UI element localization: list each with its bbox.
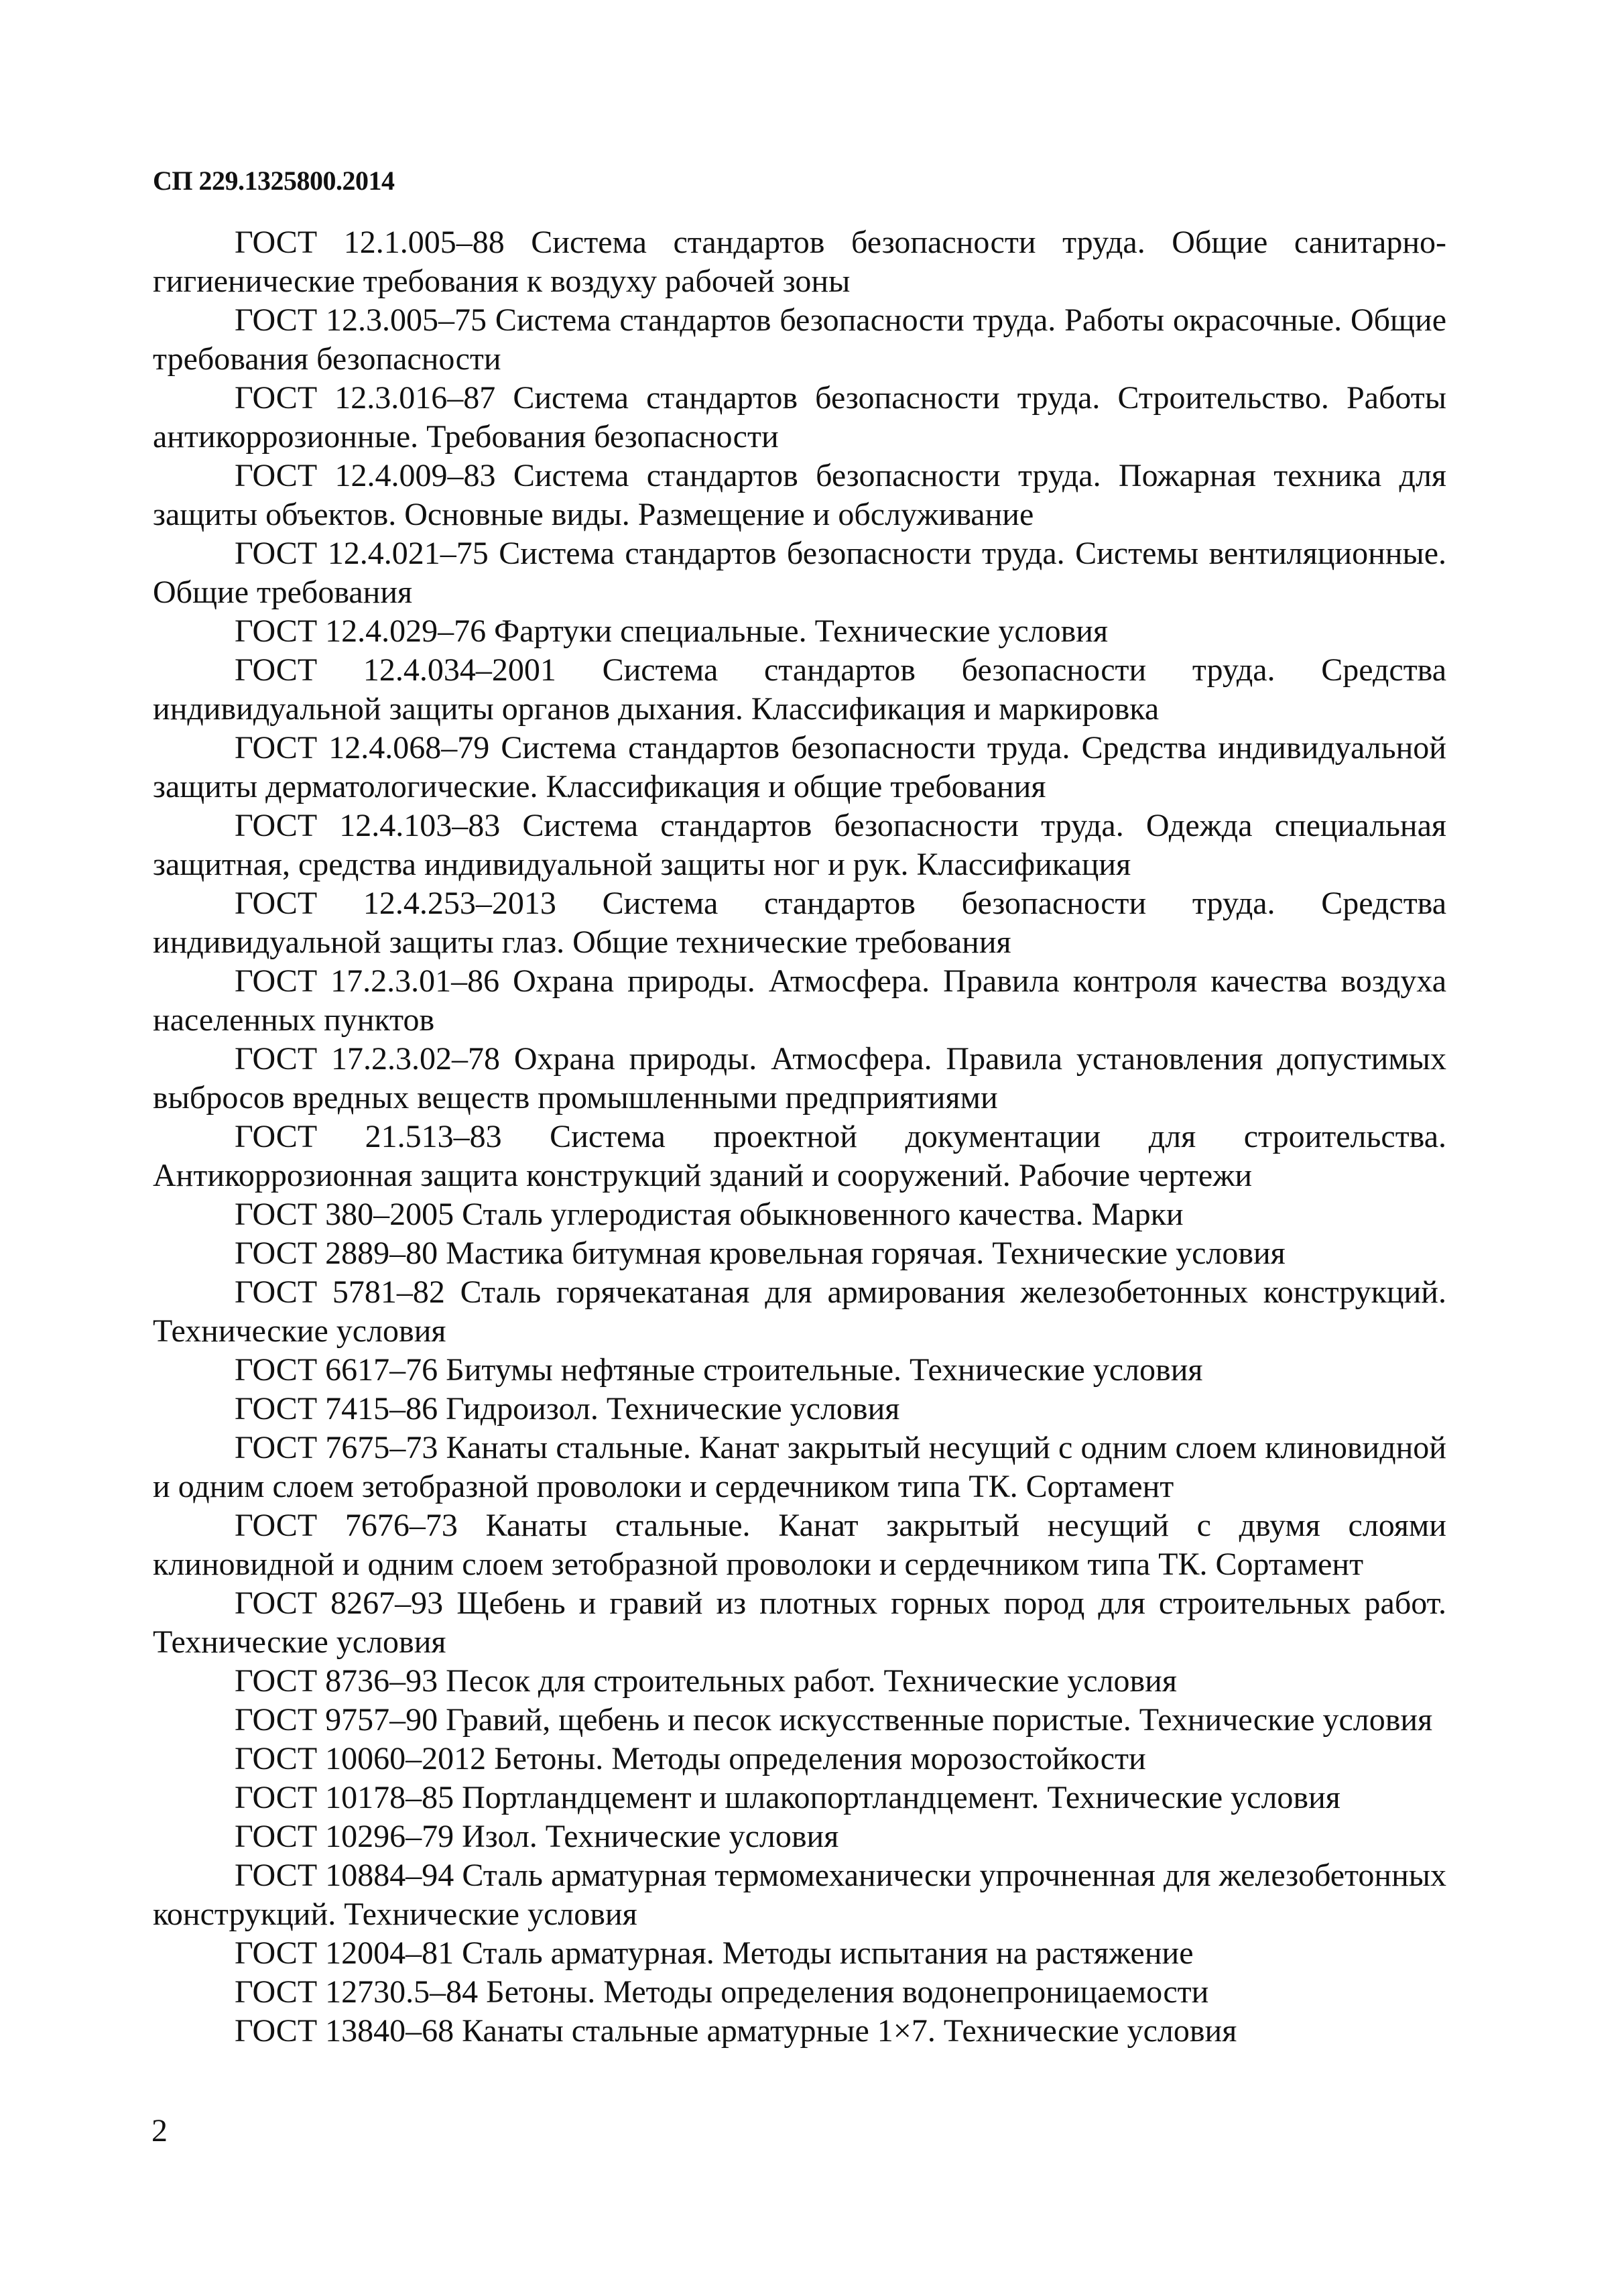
reference-entry: ГОСТ 12.4.009–83 Система стандартов безопасности труда. Пожарная техника для защиты объектов. Основные виды. Размещение и обслуживание (153, 458, 1446, 532)
reference-entry: ГОСТ 12004–81 Сталь арматурная. Методы испытания на растяжение (235, 1935, 1194, 1971)
reference-entry: ГОСТ 9757–90 Гравий, щебень и песок искусственные пористые. Технические условия (235, 1702, 1433, 1738)
reference-entry: ГОСТ 12.4.029–76 Фартуки специальные. Технические условия (235, 613, 1109, 649)
reference-entry: ГОСТ 12.4.253–2013 Система стандартов безопасности труда. Средства индивидуальной защиты глаз. Общие технические требования (153, 886, 1446, 960)
reference-entry: ГОСТ 17.2.3.02–78 Охрана природы. Атмосфера. Правила установления допустимых выбросов вредных веществ промышленными предприятиями (153, 1041, 1446, 1115)
reference-entry: ГОСТ 12.4.034–2001 Система стандартов безопасности труда. Средства индивидуальной защиты органов дыхания. Классификация и маркировка (153, 652, 1446, 727)
reference-entry: ГОСТ 10296–79 Изол. Технические условия (235, 1819, 839, 1854)
normative-references-list (153, 223, 1446, 2051)
page-number: 2 (151, 2113, 168, 2149)
reference-entry: ГОСТ 2889–80 Мастика битумная кровельная горячая. Технические условия (235, 1235, 1286, 1271)
reference-entry: ГОСТ 7415–86 Гидроизол. Технические условия (235, 1391, 900, 1427)
reference-entry: ГОСТ 12.4.103–83 Система стандартов безопасности труда. Одежда специальная защитная, средства индивидуальной защиты ног и рук. Классификация (153, 808, 1446, 882)
reference-entry: ГОСТ 8267–93 Щебень и гравий из плотных горных пород для строительных работ. Технические условия (153, 1585, 1446, 1660)
reference-entry: ГОСТ 13840–68 Канаты стальные арматурные 1×7. Технические условия (235, 2013, 1237, 2049)
reference-entry: ГОСТ 12.3.016–87 Система стандартов безопасности труда. Строительство. Работы антикоррозионные. Требования безопасности (153, 380, 1446, 455)
reference-entry: ГОСТ 12.1.005–88 Система стандартов безопасности труда. Общие санитарно-гигиенические требования к воздуху рабочей зоны (153, 225, 1446, 299)
document-code-header: СП 229.1325800.2014 (153, 166, 395, 196)
reference-entry: ГОСТ 21.513–83 Система проектной документации для строительства. Антикоррозионная защита конструкций зданий и сооружений. Рабочие чертежи (153, 1119, 1446, 1193)
reference-entry: ГОСТ 380–2005 Сталь углеродистая обыкновенного качества. Марки (235, 1197, 1184, 1232)
reference-entry: ГОСТ 12730.5–84 Бетоны. Методы определения водонепроницаемости (235, 1974, 1209, 2010)
reference-entry: ГОСТ 5781–82 Сталь горячекатаная для армирования железобетонных конструкций. Технические условия (153, 1274, 1446, 1349)
reference-entry: ГОСТ 7676–73 Канаты стальные. Канат закрытый несущий с двумя слоями клиновидной и одним слоем зетобразной проволоки и сердечником типа ТК. Сортамент (153, 1508, 1446, 1582)
reference-entry: ГОСТ 12.4.068–79 Система стандартов безопасности труда. Средства индивидуальной защиты дерматологические. Классификация и общие требования (153, 730, 1446, 804)
reference-entry: ГОСТ 12.4.021–75 Система стандартов безопасности труда. Системы вентиляционные. Общие требования (153, 536, 1446, 610)
reference-entry: ГОСТ 10060–2012 Бетоны. Методы определения морозостойкости (235, 1741, 1146, 1776)
reference-entry: ГОСТ 8736–93 Песок для строительных работ. Технические условия (235, 1663, 1177, 1699)
reference-entry: ГОСТ 17.2.3.01–86 Охрана природы. Атмосфера. Правила контроля качества воздуха населенных пунктов (153, 963, 1446, 1038)
reference-entry: ГОСТ 10884–94 Сталь арматурная термомеханически упрочненная для железобетонных конструкций. Технические условия (153, 1858, 1446, 1932)
reference-entry: ГОСТ 7675–73 Канаты стальные. Канат закрытый несущий с одним слоем клиновидной и одним слоем зетобразной проволоки и сердечником типа ТК. Сортамент (153, 1430, 1446, 1504)
reference-entry: ГОСТ 10178–85 Портландцемент и шлакопортландцемент. Технические условия (235, 1780, 1340, 1815)
reference-entry: ГОСТ 12.3.005–75 Система стандартов безопасности труда. Работы окрасочные. Общие требования безопасности (153, 302, 1446, 377)
reference-entry: ГОСТ 6617–76 Битумы нефтяные строительные. Технические условия (235, 1352, 1203, 1388)
